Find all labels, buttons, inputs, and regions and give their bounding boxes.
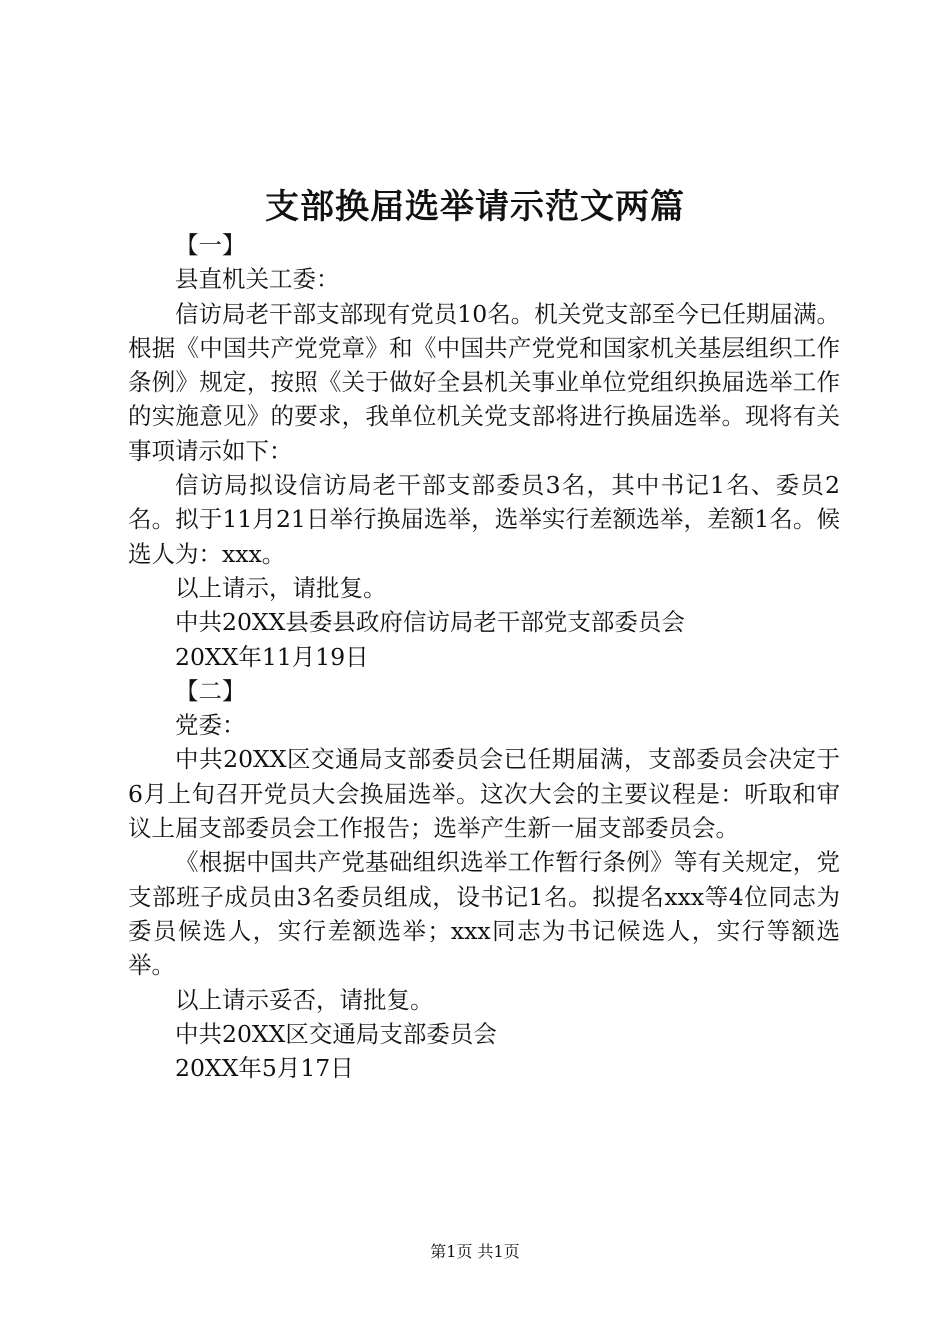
section-heading-1: 【一】: [175, 231, 246, 259]
section-heading-2: 【二】: [175, 676, 246, 705]
body-paragraph: 信访局老干部支部现有党员10名。机关党支部至今已任期届满。根据《中国共产党党章》和《中国共产党党和国家机关基层组织工作条例》规定，按照《关于做好全县机关事业单位党组织换届选举工作的实施意见》的要求，我单位机关党支部将进行换届选举。现将有关事项请示如下：: [128, 299, 840, 465]
signature-date-2: 20XX年5月17日: [175, 1054, 354, 1083]
signature-date-1: 20XX年11月19日: [175, 642, 369, 671]
page-number-footer: 第1页 共1页: [430, 1242, 520, 1261]
document-title: 支部换届选举请示范文两篇: [265, 187, 685, 227]
closing-request-2: 以上请示妥否，请批复。: [175, 985, 434, 1014]
closing-request-1: 以上请示，请批复。: [175, 573, 387, 602]
body-paragraph: 《根据中国共产党基础组织选举工作暂行条例》等有关规定，党支部班子成员由3名委员组成，设书记1名。拟提名xxx等4位同志为委员候选人，实行差额选举；xxx同志为书记候选人，实行等额选举。: [128, 848, 840, 980]
signature-org-2: 中共20XX区交通局支部委员会: [175, 1019, 497, 1048]
document-body: [128, 228, 840, 1085]
body-paragraph: 中共20XX区交通局支部委员会已任期届满，支部委员会决定于6月上旬召开党员大会换届选举。这次大会的主要议程是：听取和审议上届支部委员会工作报告；选举产生新一届支部委员会。: [128, 745, 840, 843]
salutation-1: 县直机关工委：: [175, 265, 340, 294]
signature-org-1: 中共20XX县委县政府信访局老干部党支部委员会: [175, 608, 685, 637]
body-paragraph: 信访局拟设信访局老干部支部委员3名，其中书记1名、委员2名。拟于11月21日举行换届选举，选举实行差额选举，差额1名。候选人为：xxx。: [128, 471, 840, 568]
salutation-2: 党委：: [175, 711, 246, 740]
